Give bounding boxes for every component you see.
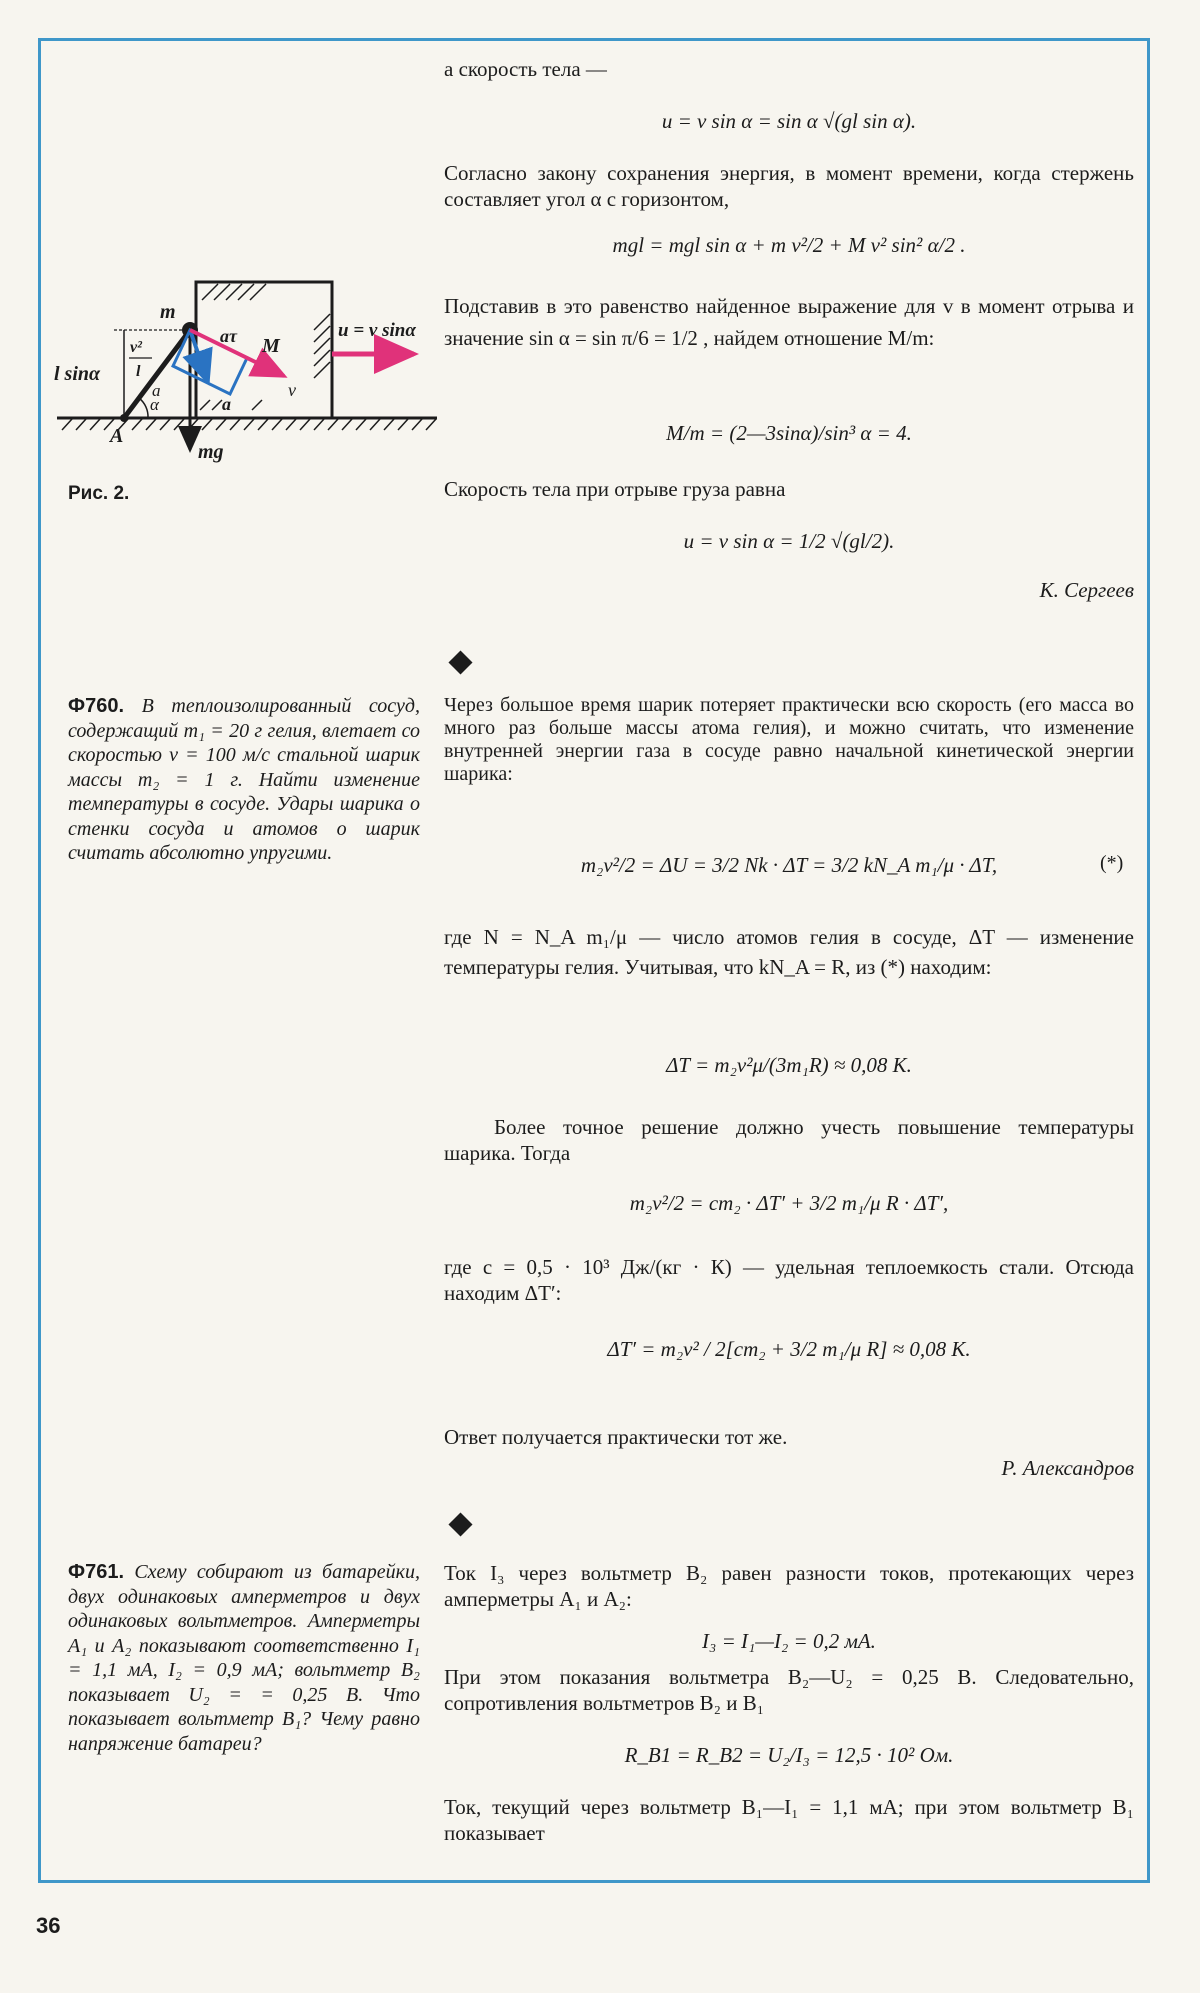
s760-paragraph-1: Через большое время шарик потеряет практически всю скорость (его масса во много раз больше массы атома гелия), и можно считать, что изменение внутренней энергии газа в сосуде равно начальной кинетической энергии шарика:	[444, 694, 1134, 785]
s1-intro: а скорость тела —	[444, 57, 607, 81]
label-a-tau: aτ	[220, 326, 237, 346]
label-v: v	[288, 380, 296, 400]
s1-paragraph-4: Скорость тела при отрыве груза равна	[444, 477, 786, 501]
s761-formula-2: R_B1 = R_B2 = U₂/I₃ = 12,5 · 10² Ом.	[624, 1743, 954, 1767]
problem-761-number: Ф761.	[68, 1561, 124, 1583]
page-number: 36	[36, 1913, 61, 1938]
label-M: M	[262, 335, 280, 357]
label-u: u = v sinα	[338, 320, 416, 341]
s761-paragraph-2: При этом показания вольтметра B₂—U₂ = 0,25 В. Следовательно, сопротивления вольтметров B₂ и B₁	[444, 1665, 1134, 1715]
s760-paragraph-4: где c = 0,5 · 10³ Дж/(кг · К) — удельная теплоемкость стали. Отсюда находим ΔT′:	[444, 1255, 1134, 1305]
label-a-left: a	[152, 381, 161, 400]
s1-formula-4: u = v sin α = 1/2 √(gl/2).	[683, 529, 895, 553]
s1-author: К. Сергеев	[1039, 578, 1134, 602]
label-alpha: α	[150, 395, 159, 414]
s761-paragraph-3: Ток, текущий через вольтметр B₁—I₁ = 1,1 мА; при этом вольтметр B₁ показывает	[444, 1795, 1134, 1845]
s1-formula-3: M/m = (2—3sinα)/sin³ α = 4.	[666, 421, 912, 445]
s760-formula-4: ΔT′ = m₂v² / 2[cm₂ + 3/2 m₁/μ R] ≈ 0,08 К.	[607, 1337, 971, 1361]
s1-formula-2: mgl = mgl sin α + m v²/2 + M v² sin² α/2 .	[612, 233, 966, 257]
s760-formula-1-tag: (*)	[1100, 852, 1124, 874]
s760-paragraph-2: где N = N_A m₁/μ — число атомов гелия в сосуде, ΔT — изменение температуры гелия. Учитывая, что kN_A = R, из (*) находим:	[444, 925, 1134, 979]
problem-761	[68, 1560, 420, 1756]
label-A: A	[110, 425, 124, 447]
figure-2-diagram	[52, 270, 442, 470]
label-l: l	[136, 363, 141, 380]
s760-formula-2: ΔT = m₂v²μ/(3m₁R) ≈ 0,08 К.	[666, 1053, 912, 1077]
s1-paragraph-3: Подставив в это равенство найденное выражение для v в момент отрыва и значение sin α = sin π/6 = 1/2 , найдем отношение M/m:	[444, 294, 1134, 350]
figure-caption: Рис. 2.	[68, 483, 130, 504]
s760-author: Р. Александров	[1001, 1456, 1134, 1480]
s760-formula-1: m₂v²/2 = ΔU = 3/2 Nk · ΔT = 3/2 kN_A m₁/μ · ΔT,	[580, 853, 998, 877]
label-m: m	[160, 301, 176, 323]
problem-760-text: В теплоизолированный сосуд, содержащий m₁ = 20 г гелия, влетает со скоростью v = 100 м/с стальной шарик массы m₂ = 1 г. Найти изменение температуры в сосуде. Удары шарика о стенки сосуда и атомов о шарик считать абсолютно упругими.	[68, 695, 420, 864]
s760-formula-3: m₂v²/2 = cm₂ · ΔT′ + 3/2 m₁/μ R · ΔT′,	[629, 1191, 949, 1215]
label-v2: v²	[130, 339, 142, 356]
label-mg: mg	[198, 441, 224, 463]
s761-paragraph-1: Ток I₃ через вольтметр B₂ равен разности токов, протекающих через амперметры A₁ и A₂:	[444, 1561, 1134, 1611]
problem-760-number: Ф760.	[68, 695, 124, 717]
s760-paragraph-3: Более точное решение должно учесть повышение температуры шарика. Тогда	[444, 1115, 1134, 1165]
problem-761-text: Схему собирают из батарейки, двух одинаковых амперметров и двух одинаковых вольтметров. Амперметры A₁ и A₂ показывают соответственно I₁ = 1,1 мА, I₂ = 0,9 мА; вольтметр B₂ показывает U₂ = = 0,25 В. Что показывает вольтметр B₁? Чему равно напряжение батареи?	[68, 1561, 420, 1755]
s1-paragraph-2: Согласно закону сохранения энергия, в момент времени, когда стержень составляет угол α с горизонтом,	[444, 161, 1134, 211]
label-a: a	[222, 394, 231, 414]
problem-760	[68, 694, 420, 866]
label-l-sin: l sinα	[54, 363, 101, 385]
s761-formula-1: I₃ = I₁—I₂ = 0,2 мА.	[702, 1629, 876, 1653]
s1-formula-1: u = v sin α = sin α √(gl sin α).	[661, 109, 917, 133]
s760-paragraph-5: Ответ получается практически тот же.	[444, 1425, 788, 1449]
